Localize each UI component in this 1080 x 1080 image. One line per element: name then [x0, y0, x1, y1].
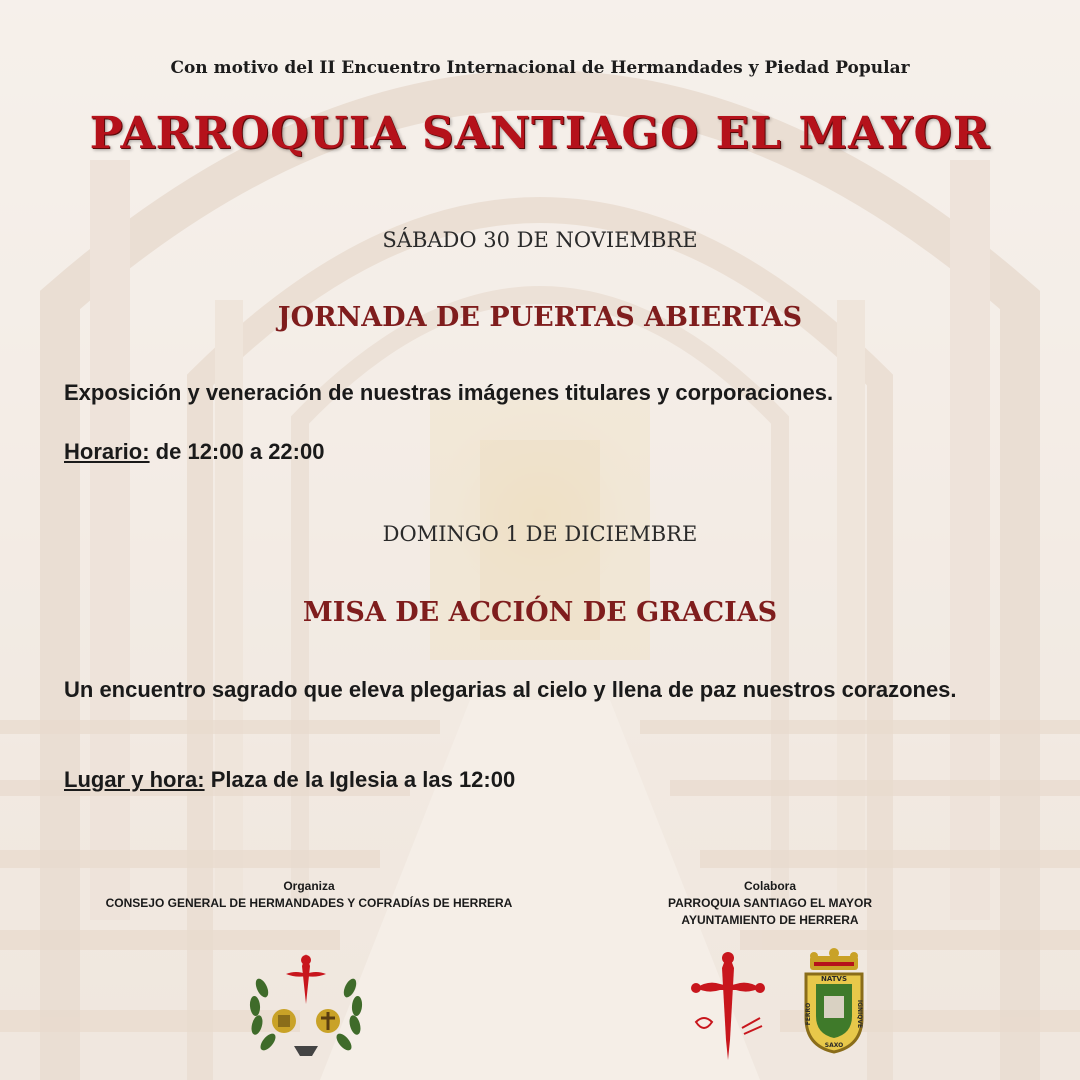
schedule-value: de 12:00 a 22:00: [149, 439, 325, 464]
day2-date: DOMINGO 1 DE DICIEMBRE: [382, 522, 698, 546]
day2-description: Un encuentro sagrado que eleva plegarias al cielo y llena de paz nuestros corazones.: [64, 677, 957, 702]
day1-date: SÁBADO 30 DE NOVIEMBRE: [382, 228, 698, 252]
day1-event-title: JORNADA DE PUERTAS ABIERTAS: [277, 302, 803, 333]
place-value: Plaza de la Iglesia a las 12:00: [204, 767, 516, 792]
organiza-block: [100, 878, 518, 912]
subtitle: Con motivo del II Encuentro Internacional de Hermandades y Piedad Popular: [170, 58, 910, 78]
colabora-line2: AYUNTAMIENTO DE HERRERA: [681, 913, 859, 927]
colabora-block: [600, 878, 940, 929]
colabora-label: Colabora: [743, 879, 796, 893]
place-label: Lugar y hora:: [64, 767, 205, 792]
day1-schedule: [64, 435, 1018, 469]
day2-event-title: MISA DE ACCIÓN DE GRACIAS: [302, 597, 778, 628]
herrera-coat-of-arms-icon: [800, 948, 868, 1056]
colabora-line1: PARROQUIA SANTIAGO EL MAYOR: [667, 896, 873, 910]
schedule-label: Horario:: [64, 439, 150, 464]
organiza-label: Organiza: [283, 879, 335, 893]
coat-text-right: IGNIQVE: [856, 999, 863, 1029]
consejo-crest-icon: [244, 948, 368, 1068]
day2-place: [64, 763, 1018, 797]
organiza-name: CONSEJO GENERAL DE HERMANDADES Y COFRADÍAS DE HERRERA: [105, 896, 513, 910]
day1-description: Exposición y veneración de nuestras imágenes titulares y corporaciones.: [64, 380, 834, 405]
page-title: PARROQUIA SANTIAGO EL MAYOR: [89, 108, 991, 159]
santiago-cross-icon: [690, 948, 766, 1066]
coat-text-bottom: SAXO: [824, 1042, 844, 1049]
coat-text-top: NATVS: [821, 975, 847, 983]
coat-text-left: FERRO: [805, 1002, 812, 1026]
